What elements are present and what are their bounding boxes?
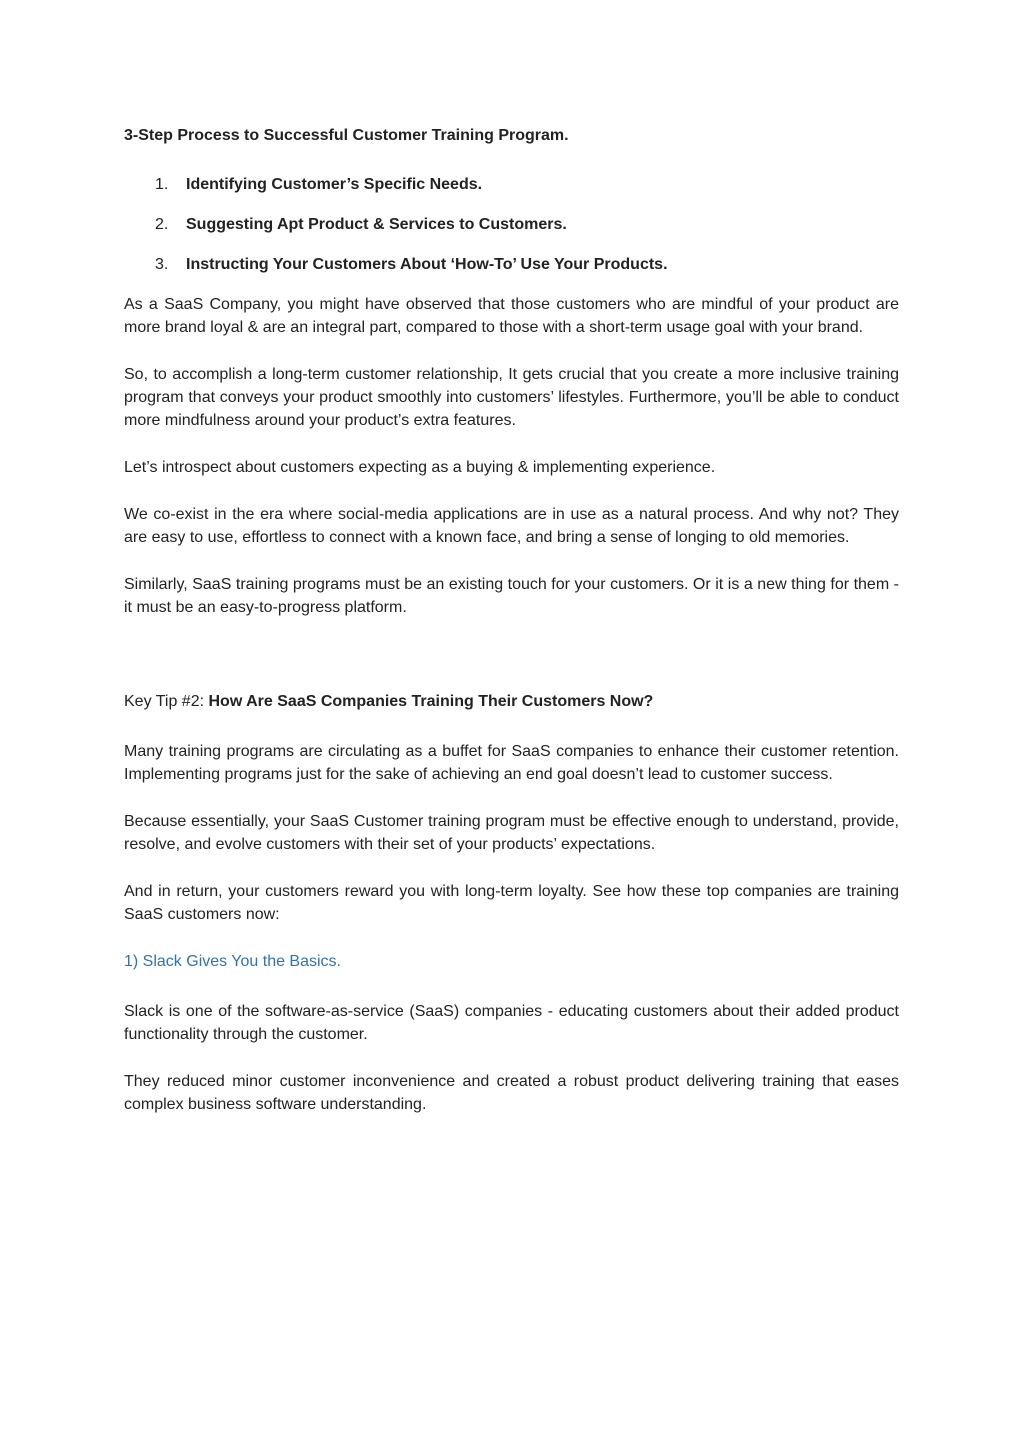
key-tip-prefix: Key Tip #2: (124, 693, 209, 710)
body-paragraph: Slack is one of the software-as-service (SaaS) companies - educating customers about their added product functionality through the customer. (124, 1003, 899, 1043)
list-item-text: Suggesting Apt Product & Services to Customers. (186, 216, 567, 233)
list-item-text: Identifying Customer’s Specific Needs. (186, 176, 483, 193)
list-item (124, 253, 899, 276)
body-paragraph: Many training programs are circulating as a buffet for SaaS companies to enhance their customer retention. Implementing programs just for the sake of achieving an end goal doesn’t lead to customer success. (124, 743, 899, 783)
list-item-number: 1. (155, 176, 169, 193)
body-paragraph: Similarly, SaaS training programs must be an existing touch for your customers. Or it is a new thing for them - it must be an easy-to-progress platform. (124, 576, 899, 616)
section-subheading: 1) Slack Gives You the Basics. (124, 953, 341, 970)
body-paragraph: Because essentially, your SaaS Customer training program must be effective enough to understand, provide, resolve, and evolve customers with their set of your products’ expectations. (124, 813, 899, 853)
list-item-number: 3. (155, 256, 169, 273)
document-heading: 3-Step Process to Successful Customer Training Program. (124, 127, 569, 144)
list-item-text: Instructing Your Customers About ‘How-To’ Use Your Products. (186, 256, 668, 273)
body-paragraph: And in return, your customers reward you with long-term loyalty. See how these top companies are training SaaS customers now: (124, 883, 899, 923)
key-tip-heading (124, 690, 899, 713)
body-paragraph: They reduced minor customer inconvenience and created a robust product delivering training that eases complex business software understanding. (124, 1073, 899, 1113)
list-item-number: 2. (155, 216, 169, 233)
steps-list (124, 173, 899, 276)
body-paragraph: Let’s introspect about customers expecting as a buying & implementing experience. (124, 459, 716, 476)
key-tip-title: How Are SaaS Companies Training Their Customers Now? (208, 693, 654, 710)
body-paragraph: As a SaaS Company, you might have observed that those customers who are mindful of your product are more brand loyal & are an integral part, compared to those with a short-term usage goal with your brand. (124, 296, 899, 336)
body-paragraph: We co-exist in the era where social-media applications are in use as a natural process. And why not? They are easy to use, effortless to connect with a known face, and bring a sense of longing to old memories. (124, 506, 899, 546)
document-page (124, 124, 899, 1140)
list-item (124, 173, 899, 196)
body-paragraph: So, to accomplish a long-term customer relationship, It gets crucial that you create a more inclusive training program that conveys your product smoothly into customers’ lifestyles. Furthermore, you’ll be able to conduct more mindfulness around your product’s extra features. (124, 366, 899, 429)
list-item (124, 213, 899, 236)
